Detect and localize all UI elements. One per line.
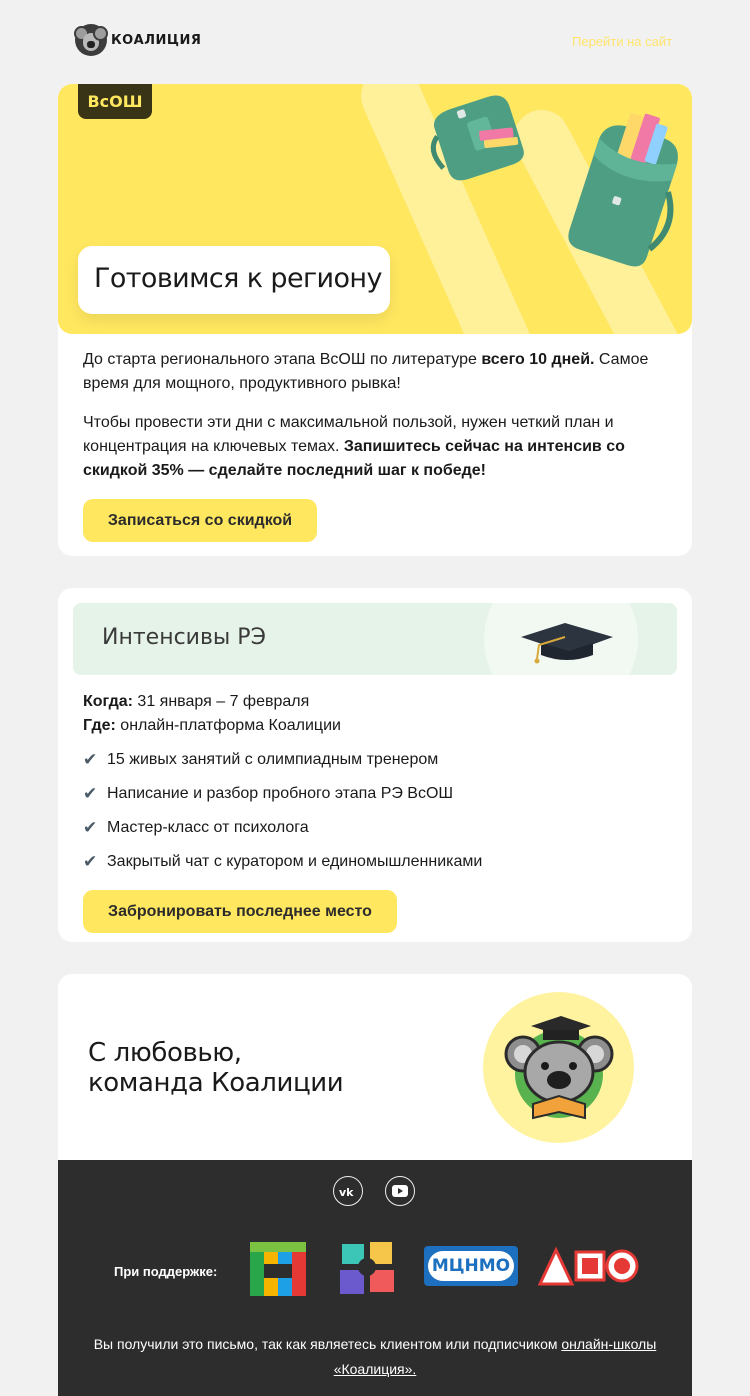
list-item-text: Закрытый чат с куратором и единомышленниками [107, 853, 483, 870]
cta-bold: Запишитесь сейчас на интенсив со скидкой 35% — сделайте последний шаг к победе! [83, 438, 625, 479]
checkmark-icon: ✔ [83, 852, 98, 871]
where-line [83, 714, 341, 738]
logo-text: КОАЛИЦИЯ [111, 32, 202, 48]
footer-note [88, 1332, 662, 1382]
checkmark-icon: ✔ [83, 750, 98, 769]
intro-paragraph [83, 348, 673, 396]
vk-icon[interactable] [333, 1176, 363, 1206]
support-label: При поддержке: [114, 1264, 218, 1279]
backpack-small-icon [422, 94, 534, 184]
cta-text: Чтобы провести эти дни с максимальной пользой, нужен четкий план и концентрация на ключевых темах. [83, 414, 614, 455]
backpack-large-icon [563, 108, 683, 268]
list-item-text: 15 живых занятий с олимпиадным тренером [107, 751, 439, 768]
list-item [83, 816, 309, 840]
when-value: 31 января – 7 февраля [132, 693, 310, 710]
partner-star-logo-icon[interactable] [336, 1238, 398, 1298]
checkmark-icon: ✔ [83, 818, 98, 837]
partner-mcnmo-logo[interactable] [424, 1246, 518, 1286]
go-to-site-link[interactable]: Перейти на сайт [572, 34, 673, 49]
signature-line-1: С любовью, [88, 1038, 242, 1068]
hero-title: Готовимся к региону [94, 263, 382, 294]
where-label: Где: [83, 717, 116, 734]
when-line [83, 690, 309, 714]
promo-card [58, 84, 692, 556]
intro-bold: всего 10 дней. [481, 351, 595, 368]
intro-text: До старта регионального этапа ВсОШ по литературе [83, 351, 482, 368]
cta-paragraph [83, 411, 673, 483]
mcnmo-logo-text: МЦНМО [431, 1256, 511, 1276]
list-item [83, 850, 482, 874]
school-link[interactable]: онлайн-школы «Коалиция». [333, 1336, 657, 1377]
list-item [83, 782, 453, 806]
signature-text [88, 1038, 343, 1098]
partner-dpo-logo-icon[interactable] [538, 1246, 640, 1286]
where-value: онлайн-платформа Коалиции [115, 717, 341, 734]
svg-text:vk: vk [339, 1186, 354, 1197]
vsosh-tag: ВсОШ [78, 84, 152, 119]
email-header [0, 0, 750, 84]
intensive-banner [73, 603, 677, 675]
graduation-cap-icon [519, 621, 615, 665]
when-label: Когда: [83, 693, 133, 710]
hero-title-box [78, 246, 390, 314]
koala-mascot-icon [483, 992, 634, 1143]
book-last-seat-button[interactable]: Забронировать последнее место [83, 890, 397, 933]
koalition-logo[interactable] [75, 24, 201, 56]
banner-title: Интенсивы РЭ [102, 625, 266, 650]
footer [58, 1160, 692, 1396]
koala-logo-icon [75, 24, 107, 56]
footer-note-text: Вы получили это письмо, так как являетесь клиентом или подписчиком [93, 1336, 562, 1352]
hero-banner [58, 84, 692, 334]
youtube-icon[interactable] [385, 1176, 415, 1206]
intensive-card [58, 588, 692, 942]
signature-line-2: команда Коалиции [88, 1068, 344, 1098]
list-item-text: Написание и разбор пробного этапа РЭ ВсОШ [107, 785, 454, 802]
checkmark-icon: ✔ [83, 784, 98, 803]
intro-text-end: Самое время для мощного, продуктивного рывка! [83, 351, 649, 392]
list-item [83, 748, 438, 772]
partner-cube-logo-icon[interactable] [248, 1240, 310, 1300]
signup-discount-button[interactable]: Записаться со скидкой [83, 499, 317, 542]
list-item-text: Мастер-класс от психолога [107, 819, 309, 836]
signature-card [58, 974, 692, 1396]
